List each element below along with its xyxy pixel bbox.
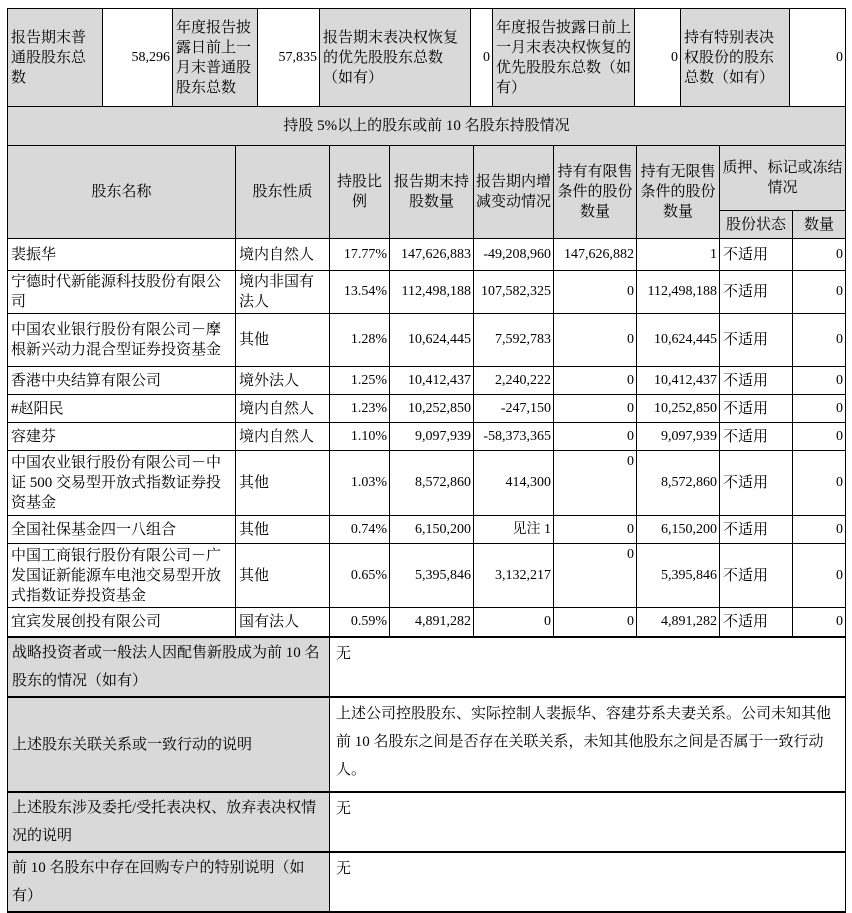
holder-restricted: 147,626,882 <box>554 239 637 271</box>
holder-row <box>8 516 846 544</box>
holder-row <box>8 544 846 608</box>
holder-nature: 境内自然人 <box>236 239 330 271</box>
summary-label-preferred-end: 报告期末表决权恢复的优先股股东总数（如有） <box>320 9 471 107</box>
note-content-related-relations: 上述公司控股股东、实际控制人裴振华、容建芬系夫妻关系。公司未知其他前 10 名股东之间是否存在关联关系，未知其他股东之间是否属于一致行动人。 <box>330 697 846 792</box>
holder-change: 0 <box>474 608 554 637</box>
summary-value-special-voting: 0 <box>790 9 846 107</box>
holder-restricted: 0 <box>554 367 637 395</box>
holder-name: #赵阳民 <box>8 395 236 423</box>
holder-nature: 其他 <box>236 516 330 544</box>
col-header-pledge-status: 股份状态 <box>720 211 793 239</box>
holder-shares-end: 10,624,445 <box>390 314 474 367</box>
holder-pledge-qty: 0 <box>793 451 846 516</box>
holder-name: 全国社保基金四一八组合 <box>8 516 236 544</box>
holder-pledge-status: 不适用 <box>720 314 793 367</box>
holder-nature: 其他 <box>236 544 330 608</box>
holder-nature: 境内自然人 <box>236 395 330 423</box>
holder-pledge-status: 不适用 <box>720 516 793 544</box>
holder-row <box>8 608 846 637</box>
note-label-strategic-investors: 战略投资者或一般法人因配售新股成为前 10 名股东的情况（如有） <box>8 637 330 697</box>
col-header-name: 股东名称 <box>8 146 236 239</box>
note-label-related-relations: 上述股东关联关系或一致行动的说明 <box>8 697 330 792</box>
holder-restricted: 0 <box>554 451 637 516</box>
holder-nature: 境内非国有法人 <box>236 271 330 314</box>
holder-unrestricted: 112,498,188 <box>637 271 720 314</box>
holder-row <box>8 271 846 314</box>
holder-change: 107,582,325 <box>474 271 554 314</box>
holder-pledge-status: 不适用 <box>720 239 793 271</box>
col-header-shares-end: 报告期末持股数量 <box>390 146 474 239</box>
holder-restricted: 0 <box>554 544 637 608</box>
holder-ratio: 0.59% <box>330 608 390 637</box>
holder-restricted: 0 <box>554 608 637 637</box>
holder-pledge-status: 不适用 <box>720 451 793 516</box>
holder-pledge-status: 不适用 <box>720 544 793 608</box>
summary-label-preferred-prior-month: 年度报告披露日前上一月末表决权恢复的优先股股东总数（如有） <box>493 9 635 107</box>
summary-label-ordinary-end: 报告期末普通股股东总数 <box>8 9 103 107</box>
holder-unrestricted: 1 <box>637 239 720 271</box>
holder-restricted: 0 <box>554 516 637 544</box>
summary-value-ordinary-prior-month: 57,835 <box>258 9 320 107</box>
holder-pledge-qty: 0 <box>793 367 846 395</box>
holder-nature: 其他 <box>236 314 330 367</box>
holder-shares-end: 4,891,282 <box>390 608 474 637</box>
holder-pledge-qty: 0 <box>793 239 846 271</box>
holder-shares-end: 6,150,200 <box>390 516 474 544</box>
holder-nature: 其他 <box>236 451 330 516</box>
holder-nature: 境内自然人 <box>236 423 330 451</box>
col-header-nature: 股东性质 <box>236 146 330 239</box>
holder-name: 裴振华 <box>8 239 236 271</box>
holder-row <box>8 239 846 271</box>
summary-value-ordinary-end: 58,296 <box>103 9 173 107</box>
holder-ratio: 1.03% <box>330 451 390 516</box>
col-header-pledge-qty: 数量 <box>793 211 846 239</box>
note-content-strategic-investors: 无 <box>330 637 846 697</box>
holder-name: 中国农业银行股份有限公司－中证 500 交易型开放式指数证券投资基金 <box>8 451 236 516</box>
holder-change: 414,300 <box>474 451 554 516</box>
holder-restricted: 0 <box>554 314 637 367</box>
holder-pledge-status: 不适用 <box>720 423 793 451</box>
holder-name: 中国农业银行股份有限公司－摩根新兴动力混合型证券投资基金 <box>8 314 236 367</box>
holder-ratio: 1.23% <box>330 395 390 423</box>
holder-pledge-status: 不适用 <box>720 367 793 395</box>
holder-unrestricted: 10,412,437 <box>637 367 720 395</box>
note-row <box>8 792 846 852</box>
holder-unrestricted: 4,891,282 <box>637 608 720 637</box>
holder-name: 宁德时代新能源科技股份有限公司 <box>8 271 236 314</box>
holder-pledge-qty: 0 <box>793 423 846 451</box>
col-header-restricted: 持有有限售条件的股份数量 <box>554 146 637 239</box>
holder-unrestricted: 5,395,846 <box>637 544 720 608</box>
holder-shares-end: 5,395,846 <box>390 544 474 608</box>
summary-row <box>8 9 846 107</box>
holder-shares-end: 112,498,188 <box>390 271 474 314</box>
holder-unrestricted: 6,150,200 <box>637 516 720 544</box>
holder-unrestricted: 10,252,850 <box>637 395 720 423</box>
holder-restricted: 0 <box>554 423 637 451</box>
holder-name: 香港中央结算有限公司 <box>8 367 236 395</box>
summary-label-ordinary-prior-month: 年度报告披露日前上一月末普通股股东总数 <box>173 9 258 107</box>
col-header-ratio: 持股比例 <box>330 146 390 239</box>
col-header-change: 报告期内增减变动情况 <box>474 146 554 239</box>
summary-label-special-voting: 持有特别表决权股份的股东总数（如有） <box>681 9 790 107</box>
note-row <box>8 637 846 697</box>
holder-nature: 国有法人 <box>236 608 330 637</box>
note-row <box>8 852 846 912</box>
holder-pledge-qty: 0 <box>793 314 846 367</box>
holder-restricted: 0 <box>554 271 637 314</box>
summary-value-preferred-prior-month: 0 <box>635 9 681 107</box>
col-header-unrestricted: 持有无限售条件的股份数量 <box>637 146 720 239</box>
holder-pledge-qty: 0 <box>793 608 846 637</box>
holder-change: -247,150 <box>474 395 554 423</box>
note-content-repurchase-account: 无 <box>330 852 846 912</box>
holder-shares-end: 10,412,437 <box>390 367 474 395</box>
holder-pledge-qty: 0 <box>793 544 846 608</box>
holder-ratio: 17.77% <box>330 239 390 271</box>
holder-shares-end: 9,097,939 <box>390 423 474 451</box>
holder-unrestricted: 8,572,860 <box>637 451 720 516</box>
holder-restricted: 0 <box>554 395 637 423</box>
holders-header-row <box>8 146 846 211</box>
holder-ratio: 13.54% <box>330 271 390 314</box>
holder-shares-end: 10,252,850 <box>390 395 474 423</box>
holder-change: 7,592,783 <box>474 314 554 367</box>
holder-change: 3,132,217 <box>474 544 554 608</box>
holder-change: 见注 1 <box>474 516 554 544</box>
holder-name: 宜宾发展创投有限公司 <box>8 608 236 637</box>
holder-row <box>8 367 846 395</box>
holder-ratio: 1.28% <box>330 314 390 367</box>
summary-value-preferred-end: 0 <box>471 9 493 107</box>
holder-row <box>8 395 846 423</box>
holder-name: 中国工商银行股份有限公司－广发国证新能源车电池交易型开放式指数证券投资基金 <box>8 544 236 608</box>
holder-ratio: 0.65% <box>330 544 390 608</box>
note-label-entrusted-voting: 上述股东涉及委托/受托表决权、放弃表决权情况的说明 <box>8 792 330 852</box>
holder-pledge-status: 不适用 <box>720 271 793 314</box>
notes-table <box>7 636 846 913</box>
holder-pledge-qty: 0 <box>793 271 846 314</box>
section-title: 持股 5%以上的股东或前 10 名股东持股情况 <box>8 107 846 146</box>
holder-pledge-qty: 0 <box>793 395 846 423</box>
holder-nature: 境外法人 <box>236 367 330 395</box>
holder-row <box>8 314 846 367</box>
holder-ratio: 0.74% <box>330 516 390 544</box>
holder-change: -49,208,960 <box>474 239 554 271</box>
holder-row <box>8 451 846 516</box>
note-row <box>8 697 846 792</box>
holder-unrestricted: 9,097,939 <box>637 423 720 451</box>
holder-shares-end: 8,572,860 <box>390 451 474 516</box>
holder-ratio: 1.10% <box>330 423 390 451</box>
note-content-entrusted-voting: 无 <box>330 792 846 852</box>
holders-table <box>7 145 846 637</box>
holder-pledge-status: 不适用 <box>720 395 793 423</box>
col-header-pledge-group: 质押、标记或冻结情况 <box>720 146 846 211</box>
holder-shares-end: 147,626,883 <box>390 239 474 271</box>
holder-change: -58,373,365 <box>474 423 554 451</box>
section-title-row <box>8 107 846 146</box>
holder-unrestricted: 10,624,445 <box>637 314 720 367</box>
note-label-repurchase-account: 前 10 名股东中存在回购专户的特别说明（如有） <box>8 852 330 912</box>
holder-change: 2,240,222 <box>474 367 554 395</box>
holder-pledge-qty: 0 <box>793 516 846 544</box>
shareholder-summary-table <box>7 8 846 146</box>
holder-ratio: 1.25% <box>330 367 390 395</box>
holder-name: 容建芬 <box>8 423 236 451</box>
holder-pledge-status: 不适用 <box>720 608 793 637</box>
holder-row <box>8 423 846 451</box>
